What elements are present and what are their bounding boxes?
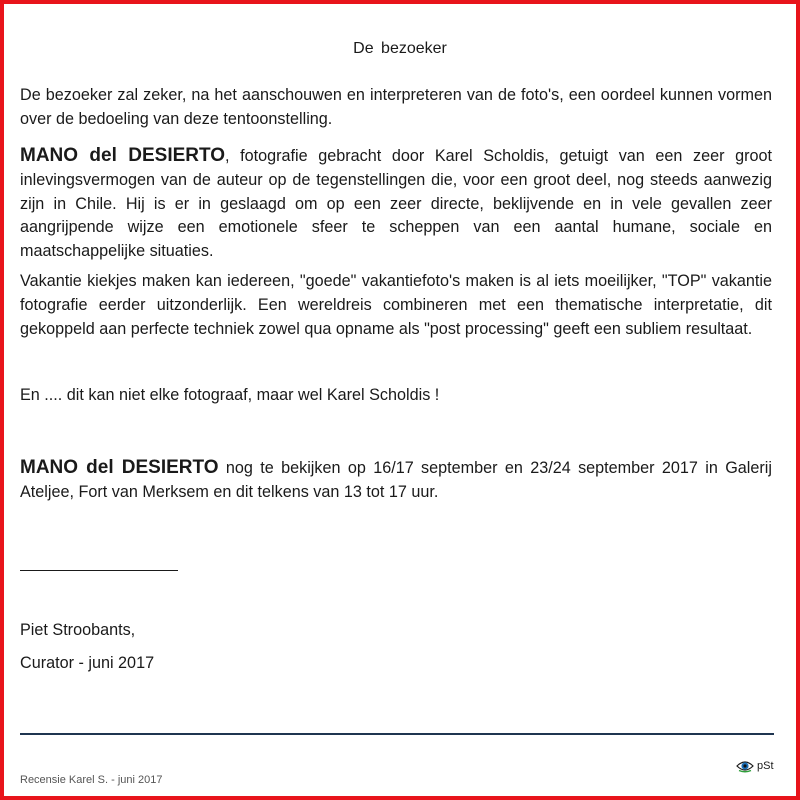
paragraph-conclusion: En .... dit kan niet elke fotograaf, maar wel Karel Scholdis ! [20, 386, 440, 404]
paragraph-photography: Vakantie kiekjes maken kan iedereen, "goede" vakantiefoto's maken is al iets moeilijker, "TOP" vakantie fotografie eerder uitzonderlijk. Een wereldreis combineren met een thematische interpretatie, dit gekoppeld aan perfecte techniek zowel qua opname als "post processing" geeft een subliem resultaat. [20, 272, 772, 338]
footer-mark [736, 759, 774, 773]
signature-role: Curator - juni 2017 [20, 654, 155, 672]
exhibition-title: MANO del DESIERTO [20, 145, 226, 166]
footer-caption: Recensie Karel S. - juni 2017 [20, 774, 163, 786]
signature-line [20, 570, 178, 571]
paragraph-dates [20, 456, 772, 505]
exhibition-title-repeat: MANO del DESIERTO [20, 457, 219, 478]
paragraph-description-text: , fotografie gebracht door Karel Scholdis, getuigt van een zeer groot inlevingsvermogen van de auteur op de tegenstellingen die, voor een groot deel, nog steeds aanwezig zijn in Chile. Hij is er in geslaagd om op een zeer directe, beklijvende en in vele gevallen zeer aangrijpende wijze een emotionele sfeer te scheppen van een aantal humane, sociale en maatschappelijke situaties. [20, 147, 772, 261]
paragraph-intro: De bezoeker zal zeker, na het aanschouwen en interpreteren van de foto's, een oordeel kunnen vormen over de bedoeling van deze tentoonstelling. [20, 86, 772, 128]
paragraph-dates-text: nog te bekijken op 16/17 september en 23/24 september 2017 in Galerij Ateljee, Fort van Merksem en dit telkens van 13 tot 17 uur. [20, 459, 772, 501]
eye-icon [736, 759, 754, 773]
signature-name: Piet Stroobants, [20, 621, 136, 639]
footer-initials: pSt [757, 760, 774, 772]
footer-divider [20, 733, 774, 735]
page-title: De bezoeker [353, 40, 447, 57]
paragraph-description [20, 144, 772, 264]
